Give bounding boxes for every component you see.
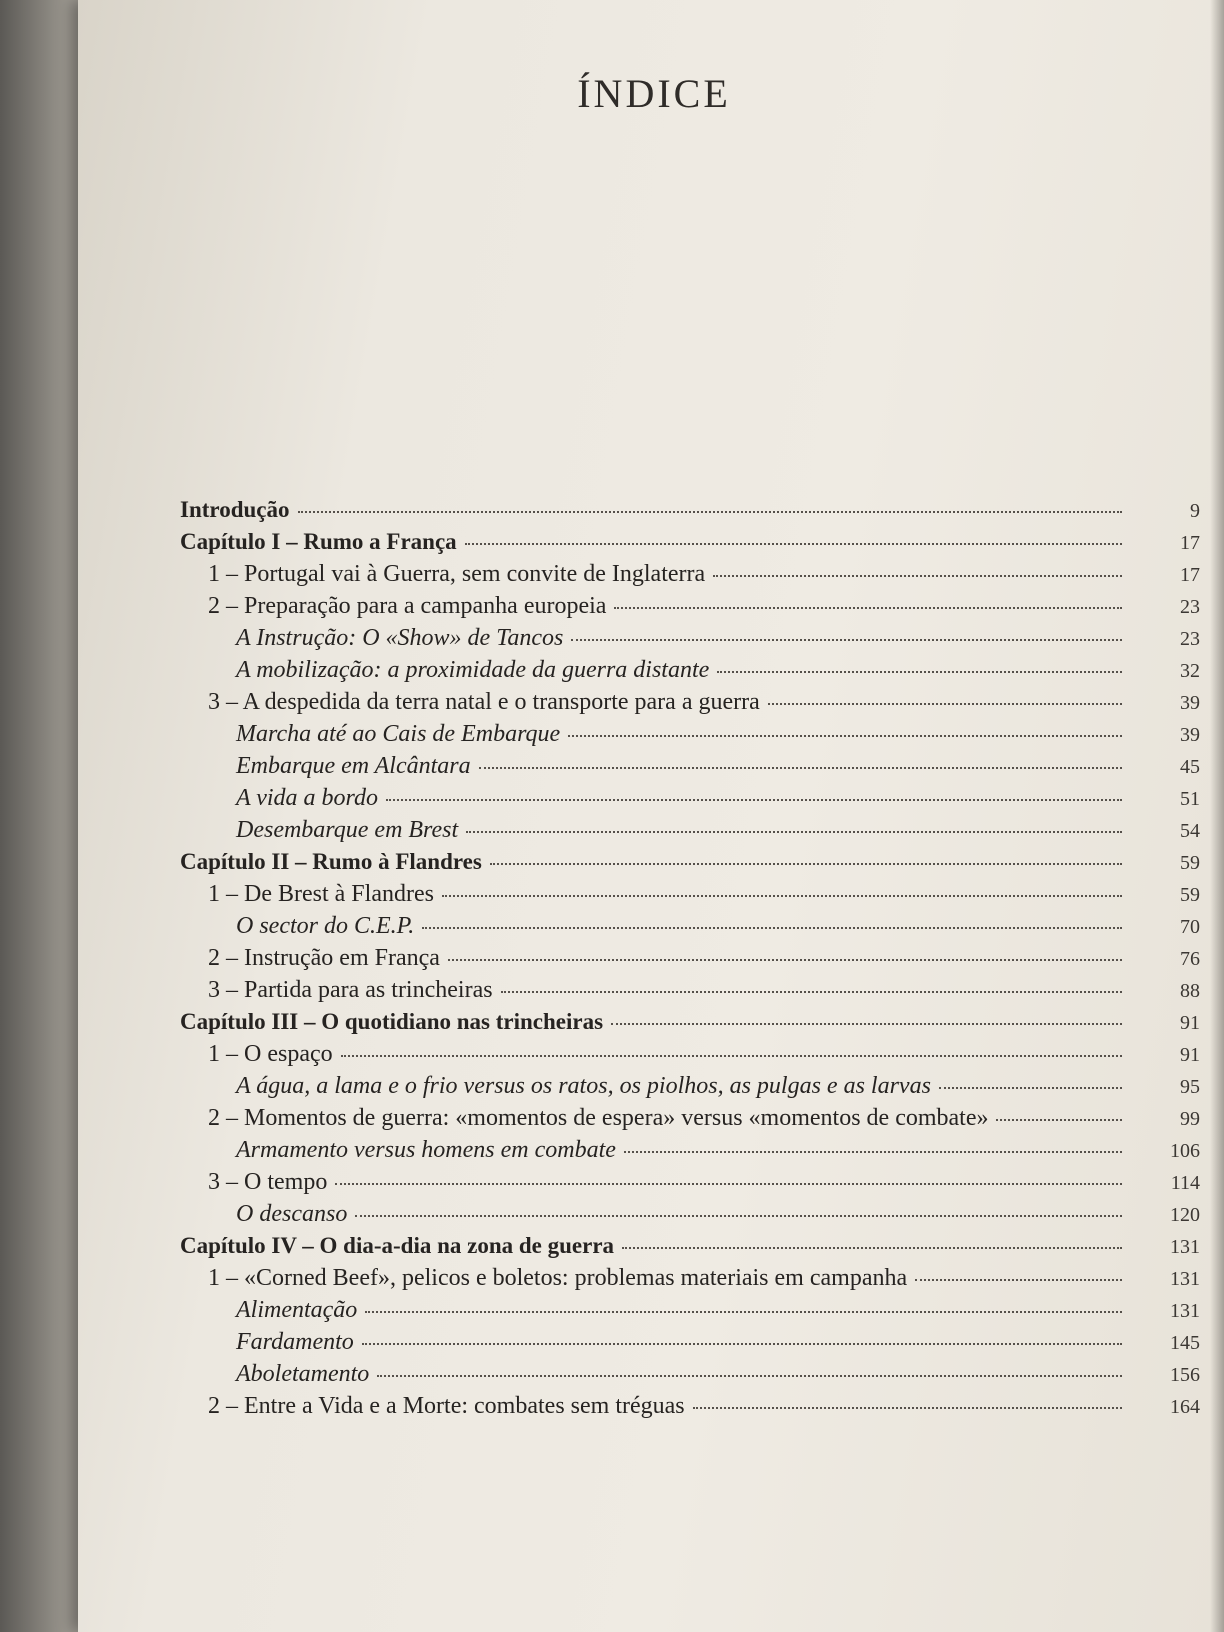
toc-entry	[180, 1326, 1200, 1358]
toc-entry-page: 164	[1170, 1396, 1200, 1418]
toc-entry-label: 1 – «Corned Beef», pelicos e boletos: problemas materiais em campanha	[208, 1265, 908, 1291]
dot-leader	[442, 895, 1122, 897]
toc-entry-page: 54	[1180, 820, 1200, 842]
dot-leader	[490, 863, 1122, 865]
toc-entry-label: Introdução	[180, 497, 290, 522]
dot-leader	[365, 1311, 1122, 1313]
toc-entry-label: Desembarque em Brest	[236, 817, 459, 843]
dot-leader	[611, 1023, 1122, 1025]
toc-entry-page: 145	[1170, 1332, 1200, 1354]
toc-entry-label: A vida a bordo	[236, 785, 378, 811]
toc-entry	[180, 718, 1200, 750]
toc-entry-page: 91	[1180, 1012, 1200, 1034]
dot-leader	[571, 639, 1122, 641]
toc-entry-label: A mobilização: a proximidade da guerra distante	[236, 657, 710, 683]
dot-leader	[915, 1279, 1122, 1281]
toc-entry	[180, 558, 1200, 590]
toc-entry	[180, 910, 1200, 942]
toc-entry-page: 70	[1180, 916, 1200, 938]
dot-leader	[448, 959, 1122, 961]
dot-leader	[362, 1343, 1122, 1345]
toc-entry-label: Fardamento	[236, 1329, 354, 1355]
toc-entry-label: 2 – Momentos de guerra: «momentos de espera» versus «momentos de combate»	[208, 1105, 989, 1131]
dot-leader	[996, 1119, 1122, 1121]
toc-entry-page: 23	[1180, 628, 1200, 650]
toc-entry-label: O sector do C.E.P.	[236, 913, 415, 939]
dot-leader	[335, 1183, 1122, 1185]
toc-entry-page: 17	[1180, 532, 1200, 554]
toc-entry	[180, 1102, 1200, 1134]
dot-leader	[465, 543, 1122, 545]
dot-leader	[386, 799, 1122, 801]
dot-leader	[717, 671, 1122, 673]
toc-entry-label: Capítulo III – O quotidiano nas trincheiras	[180, 1009, 604, 1034]
toc-entry-page: 131	[1170, 1268, 1200, 1290]
toc-entry	[180, 1070, 1200, 1102]
toc-entry-label: Embarque em Alcântara	[236, 753, 471, 779]
toc-entry-page: 32	[1180, 660, 1200, 682]
toc-entry	[180, 654, 1200, 686]
toc-entry-page: 131	[1170, 1236, 1200, 1258]
toc-entry	[180, 878, 1200, 910]
toc-entry	[180, 590, 1200, 622]
toc-entry	[180, 1294, 1200, 1326]
toc-entry-label: 2 – Instrução em França	[208, 945, 440, 971]
dot-leader	[939, 1087, 1122, 1089]
dot-leader	[693, 1407, 1122, 1409]
toc-entry	[180, 814, 1200, 846]
toc-entry-page: 39	[1180, 692, 1200, 714]
toc-entry-label: Alimentação	[236, 1297, 358, 1323]
toc-entry	[180, 782, 1200, 814]
toc-entry-label: A Instrução: O «Show» de Tancos	[236, 625, 564, 651]
toc-entry-page: 88	[1180, 980, 1200, 1002]
toc-entry-page: 51	[1180, 788, 1200, 810]
dot-leader	[501, 991, 1122, 993]
dot-leader	[466, 831, 1122, 833]
toc-entry-label: 2 – Preparação para a campanha europeia	[208, 593, 607, 619]
toc-entry	[180, 1198, 1200, 1230]
dot-leader	[422, 927, 1122, 929]
dot-leader	[713, 575, 1122, 577]
toc-entry-page: 106	[1170, 1140, 1200, 1162]
toc-entry	[180, 846, 1200, 878]
toc-entry	[180, 1006, 1200, 1038]
toc-entry	[180, 686, 1200, 718]
toc-entry-label: Marcha até ao Cais de Embarque	[236, 721, 561, 747]
toc-entry-label: 2 – Entre a Vida e a Morte: combates sem tréguas	[208, 1393, 685, 1419]
toc-entry-page: 17	[1180, 564, 1200, 586]
toc-entry-label: 3 – A despedida da terra natal e o transporte para a guerra	[208, 689, 760, 715]
toc-entry-page: 76	[1180, 948, 1200, 970]
toc-entry	[180, 974, 1200, 1006]
dot-leader	[377, 1375, 1122, 1377]
dot-leader	[298, 511, 1123, 513]
toc-entry-label: Capítulo II – Rumo à Flandres	[180, 849, 482, 874]
toc-entry	[180, 622, 1200, 654]
toc-entry	[180, 1390, 1200, 1422]
dot-leader	[341, 1055, 1122, 1057]
toc-entry-label: O descanso	[236, 1201, 348, 1227]
dot-leader	[768, 703, 1122, 705]
toc-entry-label: Capítulo I – Rumo a França	[180, 529, 457, 554]
toc-entry-page: 9	[1190, 500, 1200, 522]
toc-entry	[180, 750, 1200, 782]
toc-entry-page: 59	[1180, 852, 1200, 874]
toc-entry	[180, 1166, 1200, 1198]
toc-entry-page: 99	[1180, 1108, 1200, 1130]
toc-entry-page: 59	[1180, 884, 1200, 906]
toc-entry-label: A água, a lama e o frio versus os ratos, os piolhos, as pulgas e as larvas	[236, 1073, 931, 1099]
dot-leader	[355, 1215, 1122, 1217]
book-page	[78, 0, 1224, 1632]
toc-entry-label: 3 – Partida para as trincheiras	[208, 977, 493, 1003]
toc-entry-label: Capítulo IV – O dia-a-dia na zona de guerra	[180, 1233, 615, 1258]
toc-entry	[180, 1230, 1200, 1262]
dot-leader	[614, 607, 1122, 609]
toc-entry	[180, 526, 1200, 558]
toc-entry-page: 91	[1180, 1044, 1200, 1066]
toc-entry-label: Armamento versus homens em combate	[236, 1137, 616, 1163]
toc-entry	[180, 1134, 1200, 1166]
dot-leader	[622, 1247, 1122, 1249]
toc-entry-page: 45	[1180, 756, 1200, 778]
toc-entry-label: Aboletamento	[236, 1361, 370, 1387]
toc-entry-label: 3 – O tempo	[208, 1169, 328, 1195]
toc-entry-label: 1 – O espaço	[208, 1041, 333, 1067]
toc-entry-page: 23	[1180, 596, 1200, 618]
toc-entry-label: 1 – De Brest à Flandres	[208, 881, 434, 907]
toc-entry-page: 120	[1170, 1204, 1200, 1226]
toc-entry	[180, 494, 1200, 526]
dot-leader	[624, 1151, 1122, 1153]
toc-entry-page: 131	[1170, 1300, 1200, 1322]
toc-entry-page: 39	[1180, 724, 1200, 746]
dot-leader	[479, 767, 1122, 769]
toc-entry-page: 114	[1170, 1172, 1200, 1194]
toc-entry	[180, 1262, 1200, 1294]
toc-entry-page: 156	[1170, 1364, 1200, 1386]
toc-entry	[180, 942, 1200, 974]
toc-entry-page: 95	[1180, 1076, 1200, 1098]
toc-entry	[180, 1038, 1200, 1070]
table-of-contents	[180, 494, 1200, 1422]
toc-entry	[180, 1358, 1200, 1390]
toc-entry-label: 1 – Portugal vai à Guerra, sem convite de Inglaterra	[208, 561, 706, 587]
page-title: ÍNDICE	[577, 71, 731, 116]
page-edge-shadow	[1210, 0, 1224, 1632]
dot-leader	[568, 735, 1122, 737]
